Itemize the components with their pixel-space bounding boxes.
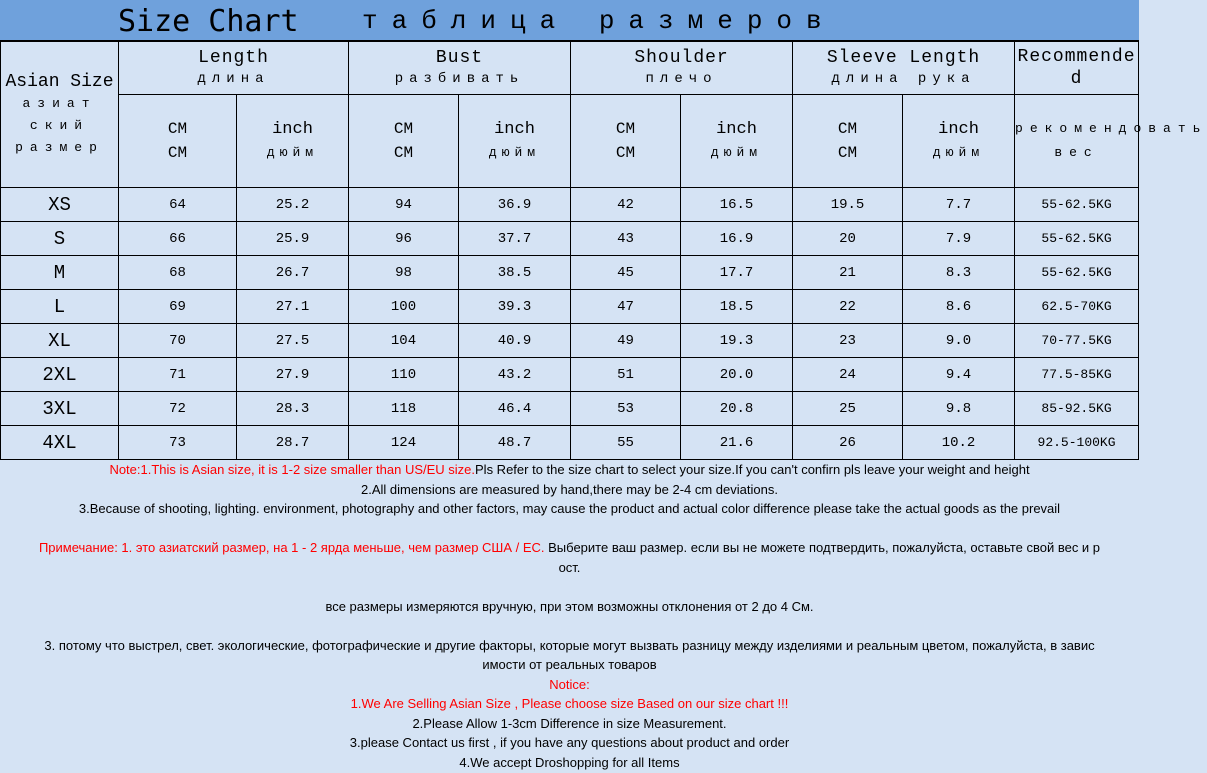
title-russian: таблица размеров bbox=[362, 6, 836, 36]
unit-inch: inch bbox=[938, 120, 979, 139]
unit-inch-cell bbox=[237, 95, 349, 188]
measurement-cell: 28.3 bbox=[237, 392, 349, 426]
measurement-cell: 27.5 bbox=[237, 324, 349, 358]
measurement-cell: 36.9 bbox=[459, 188, 571, 222]
note-ru-3: 3. потому что выстрел, свет. экологические, фотографические и другие факторы, которые могут вызвать разницу между изделиями и реальным цветом, пожалуйста, в завис bbox=[44, 637, 1095, 653]
unit-cm-cell bbox=[119, 95, 237, 188]
measurement-cell: 23 bbox=[793, 324, 903, 358]
recommended-weight-cell: 55-62.5KG bbox=[1015, 188, 1139, 222]
measurement-cell: 27.1 bbox=[237, 290, 349, 324]
title-bar bbox=[0, 0, 1139, 41]
recommended-header-ru: рекомендовать вес bbox=[1015, 121, 1207, 160]
spacer bbox=[0, 616, 1139, 636]
unit-inch: inch bbox=[272, 120, 313, 139]
measurement-cell: 66 bbox=[119, 222, 237, 256]
measurement-cell: 24 bbox=[793, 358, 903, 392]
size-label: XL bbox=[1, 324, 119, 358]
measurement-cell: 8.6 bbox=[903, 290, 1015, 324]
header-row-units bbox=[1, 95, 1139, 188]
note-ru-1-highlight: Примечание: 1. это азиатский размер, на 1 - 2 ярда меньше, чем размер США / ЕС. bbox=[38, 540, 545, 555]
measurement-cell: 98 bbox=[349, 256, 459, 290]
measurement-cell: 64 bbox=[119, 188, 237, 222]
measurement-cell: 71 bbox=[119, 358, 237, 392]
unit-cm-ru: СМ bbox=[837, 144, 858, 162]
recommended-weight-cell: 70-77.5KG bbox=[1015, 324, 1139, 358]
measurement-cell: 27.9 bbox=[237, 358, 349, 392]
measurement-cell: 21.6 bbox=[681, 426, 793, 460]
header-row-main bbox=[1, 42, 1139, 95]
note-ru-1-continued: ост. bbox=[558, 559, 581, 575]
measurement-cell: 40.9 bbox=[459, 324, 571, 358]
note-ru-2: все размеры измеряются вручную, при этом возможны отклонения от 2 до 4 См. bbox=[325, 598, 814, 614]
size-chart-table bbox=[0, 41, 1207, 460]
recommended-weight-cell: 85-92.5KG bbox=[1015, 392, 1139, 426]
asian-size-header bbox=[1, 42, 119, 188]
measurement-cell: 94 bbox=[349, 188, 459, 222]
notice-4: 4.We accept Droshopping for all Items bbox=[459, 754, 680, 770]
measurement-cell: 28.7 bbox=[237, 426, 349, 460]
table-row bbox=[1, 188, 1139, 222]
measurement-cell: 39.3 bbox=[459, 290, 571, 324]
measurement-cell: 43.2 bbox=[459, 358, 571, 392]
recommended-header-en: Recommended bbox=[1017, 47, 1136, 89]
recommended-weight-cell: 92.5-100KG bbox=[1015, 426, 1139, 460]
measurement-cell: 16.9 bbox=[681, 222, 793, 256]
measurement-cell: 42 bbox=[571, 188, 681, 222]
measurement-cell: 70 bbox=[119, 324, 237, 358]
size-label: S bbox=[1, 222, 119, 256]
notice-title: Notice: bbox=[549, 676, 590, 692]
measurement-cell: 69 bbox=[119, 290, 237, 324]
unit-cm: CM bbox=[393, 120, 414, 138]
measurement-cell: 118 bbox=[349, 392, 459, 426]
measurement-cell: 20 bbox=[793, 222, 903, 256]
spacer bbox=[0, 519, 1139, 539]
measurement-cell: 22 bbox=[793, 290, 903, 324]
measurement-cell: 20.0 bbox=[681, 358, 793, 392]
unit-cm-ru: СМ bbox=[615, 144, 636, 162]
table-row bbox=[1, 256, 1139, 290]
measurement-cell: 21 bbox=[793, 256, 903, 290]
length-header-en: Length bbox=[198, 48, 269, 68]
bust-header-ru: разбивать bbox=[394, 71, 525, 87]
measurement-cell: 25.9 bbox=[237, 222, 349, 256]
note-1 bbox=[0, 460, 1139, 480]
measurement-cell: 124 bbox=[349, 426, 459, 460]
size-rows bbox=[1, 188, 1139, 460]
size-label: L bbox=[1, 290, 119, 324]
notice-3: 3.please Contact us first , if you have any questions about product and order bbox=[349, 735, 790, 750]
measurement-cell: 48.7 bbox=[459, 426, 571, 460]
measurement-cell: 51 bbox=[571, 358, 681, 392]
notes-section bbox=[0, 460, 1139, 772]
note-ru-3-continued: имости от реальных товаров bbox=[482, 657, 657, 672]
title-english: Size Chart bbox=[118, 4, 299, 39]
measurement-cell: 100 bbox=[349, 290, 459, 324]
measurement-cell: 73 bbox=[119, 426, 237, 460]
unit-inch-ru: дюйм bbox=[488, 145, 541, 160]
unit-inch-ru: дюйм bbox=[932, 145, 985, 160]
table-row bbox=[1, 392, 1139, 426]
bust-header-en: Bust bbox=[435, 48, 484, 68]
measurement-cell: 55 bbox=[571, 426, 681, 460]
shoulder-header-en: Shoulder bbox=[634, 48, 729, 68]
measurement-cell: 43 bbox=[571, 222, 681, 256]
asian-size-header-en: Asian Size bbox=[5, 71, 114, 92]
recommended-weight-cell: 55-62.5KG bbox=[1015, 256, 1139, 290]
length-header-ru: длина bbox=[197, 71, 270, 87]
measurement-cell: 45 bbox=[571, 256, 681, 290]
sleeve-length-header-ru: длина рука bbox=[831, 71, 976, 87]
measurement-cell: 7.7 bbox=[903, 188, 1015, 222]
unit-inch-cell bbox=[903, 95, 1015, 188]
bust-header bbox=[349, 42, 571, 95]
measurement-cell: 25.2 bbox=[237, 188, 349, 222]
notice-2: 2.Please Allow 1-3cm Difference in size Measurement. bbox=[412, 715, 727, 731]
notice-1: 1.We Are Selling Asian Size , Please choose size Based on our size chart !!! bbox=[350, 696, 789, 711]
measurement-cell: 47 bbox=[571, 290, 681, 324]
table-row bbox=[1, 324, 1139, 358]
measurement-cell: 104 bbox=[349, 324, 459, 358]
measurement-cell: 19.5 bbox=[793, 188, 903, 222]
measurement-cell: 96 bbox=[349, 222, 459, 256]
unit-inch-ru: дюйм bbox=[266, 145, 319, 160]
size-label: 3XL bbox=[1, 392, 119, 426]
unit-inch-cell bbox=[681, 95, 793, 188]
measurement-cell: 18.5 bbox=[681, 290, 793, 324]
sleeve-length-header bbox=[793, 42, 1015, 95]
note-2: 2.All dimensions are measured by hand,there may be 2-4 cm deviations. bbox=[361, 481, 778, 497]
measurement-cell: 46.4 bbox=[459, 392, 571, 426]
measurement-cell: 49 bbox=[571, 324, 681, 358]
recommended-weight-cell: 77.5-85KG bbox=[1015, 358, 1139, 392]
note-ru-1-rest: Выберите ваш размер. если вы не можете подтвердить, пожалуйста, оставьте свой вес и р bbox=[544, 540, 1101, 555]
measurement-cell: 53 bbox=[571, 392, 681, 426]
measurement-cell: 7.9 bbox=[903, 222, 1015, 256]
unit-cm-cell bbox=[793, 95, 903, 188]
table-row bbox=[1, 426, 1139, 460]
sleeve-length-header-en: Sleeve Length bbox=[826, 48, 981, 68]
length-header bbox=[119, 42, 349, 95]
measurement-cell: 19.3 bbox=[681, 324, 793, 358]
unit-inch-ru: дюйм bbox=[710, 145, 763, 160]
measurement-cell: 72 bbox=[119, 392, 237, 426]
recommended-weight-cell: 55-62.5KG bbox=[1015, 222, 1139, 256]
unit-cm-ru: СМ bbox=[393, 144, 414, 162]
size-label: 4XL bbox=[1, 426, 119, 460]
measurement-cell: 10.2 bbox=[903, 426, 1015, 460]
measurement-cell: 68 bbox=[119, 256, 237, 290]
size-label: M bbox=[1, 256, 119, 290]
unit-inch: inch bbox=[494, 120, 535, 139]
measurement-cell: 26.7 bbox=[237, 256, 349, 290]
size-label: XS bbox=[1, 188, 119, 222]
measurement-cell: 9.4 bbox=[903, 358, 1015, 392]
unit-inch: inch bbox=[716, 120, 757, 139]
unit-inch-cell bbox=[459, 95, 571, 188]
unit-cm-cell bbox=[571, 95, 681, 188]
asian-size-header-ru: азиат ский размер bbox=[15, 95, 104, 155]
measurement-cell: 26 bbox=[793, 426, 903, 460]
measurement-cell: 110 bbox=[349, 358, 459, 392]
table-row bbox=[1, 358, 1139, 392]
measurement-cell: 20.8 bbox=[681, 392, 793, 426]
measurement-cell: 8.3 bbox=[903, 256, 1015, 290]
note-1-highlight: Note:1.This is Asian size, it is 1-2 size smaller than US/EU size. bbox=[109, 462, 476, 477]
table-row bbox=[1, 222, 1139, 256]
measurement-cell: 38.5 bbox=[459, 256, 571, 290]
unit-cm-ru: СМ bbox=[167, 144, 188, 162]
shoulder-header bbox=[571, 42, 793, 95]
recommended-ru-cell bbox=[1015, 95, 1207, 188]
shoulder-header-ru: плечо bbox=[645, 71, 718, 87]
size-label: 2XL bbox=[1, 358, 119, 392]
note-1-rest: Pls Refer to the size chart to select your size.If you can't confirn pls leave your weight and height bbox=[475, 462, 1030, 477]
measurement-cell: 16.5 bbox=[681, 188, 793, 222]
recommended-header bbox=[1015, 42, 1139, 95]
table-row bbox=[1, 290, 1139, 324]
measurement-cell: 37.7 bbox=[459, 222, 571, 256]
unit-cm: CM bbox=[837, 120, 858, 138]
measurement-cell: 9.8 bbox=[903, 392, 1015, 426]
note-ru-1 bbox=[0, 538, 1139, 558]
measurement-cell: 9.0 bbox=[903, 324, 1015, 358]
unit-cm-cell bbox=[349, 95, 459, 188]
note-3: 3.Because of shooting, lighting. environment, photography and other factors, may cause the product and actual color difference please take the actual goods as the prevail bbox=[78, 501, 1061, 516]
spacer bbox=[0, 577, 1139, 597]
recommended-weight-cell: 62.5-70KG bbox=[1015, 290, 1139, 324]
unit-cm: CM bbox=[167, 120, 188, 138]
measurement-cell: 25 bbox=[793, 392, 903, 426]
measurement-cell: 17.7 bbox=[681, 256, 793, 290]
unit-cm: CM bbox=[615, 120, 636, 138]
